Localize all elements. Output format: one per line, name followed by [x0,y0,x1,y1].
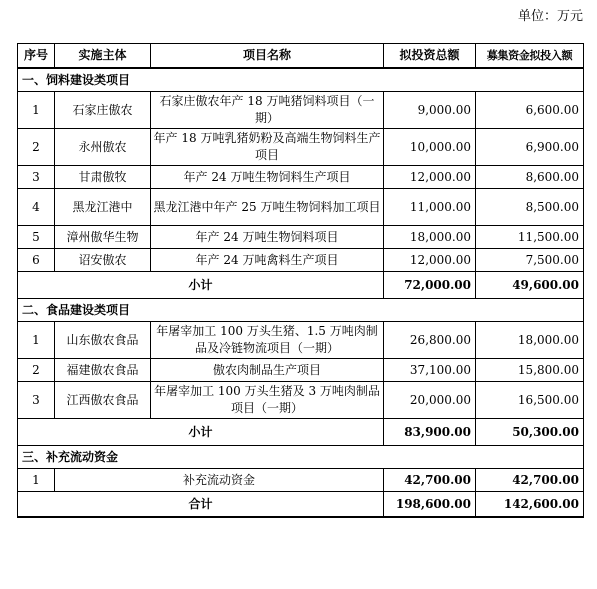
row-seq: 1 [18,322,55,359]
row-project: 石家庄傲农年产 18 万吨猪饲料项目（一期） [151,92,384,129]
total-planned: 198,600.00 [384,492,476,518]
table-row [18,129,584,166]
table-row [18,226,584,249]
row-planned: 18,000.00 [384,226,476,249]
row-entity: 永州傲农 [55,129,151,166]
row-seq: 1 [18,469,55,492]
row-project: 年屠宰加工 100 万头生猪及 3 万吨肉制品项目（一期） [151,382,384,419]
section-header [18,446,584,469]
row-seq: 1 [18,92,55,129]
row-raised: 11,500.00 [476,226,584,249]
row-raised: 42,700.00 [476,469,584,492]
row-project: 黑龙江港中年产 25 万吨生物饲料加工项目 [151,189,384,226]
subtotal-row [18,419,584,446]
row-entity: 石家庄傲农 [55,92,151,129]
subtotal-label: 小计 [18,419,384,446]
row-project: 傲农肉制品生产项目 [151,359,384,382]
subtotal-label: 小计 [18,272,384,299]
row-project: 年产 18 万吨乳猪奶粉及高端生物饲料生产项目 [151,129,384,166]
row-entity: 诏安傲农 [55,249,151,272]
section-header [18,68,584,92]
table-row [18,166,584,189]
header-planned-total: 拟投资总额 [384,44,476,69]
table-row [18,382,584,419]
row-project: 年屠宰加工 100 万头生猪、1.5 万吨肉制品及冷链物流项目（一期） [151,322,384,359]
subtotal-raised: 49,600.00 [476,272,584,299]
section-title: 三、补充流动资金 [18,446,584,469]
row-seq: 5 [18,226,55,249]
total-label: 合计 [18,492,384,518]
total-row [18,492,584,518]
row-raised: 6,900.00 [476,129,584,166]
row-entity: 黑龙江港中 [55,189,151,226]
row-planned: 10,000.00 [384,129,476,166]
header-entity: 实施主体 [55,44,151,69]
row-planned: 26,800.00 [384,322,476,359]
row-planned: 42,700.00 [384,469,476,492]
row-seq: 3 [18,382,55,419]
row-entity: 甘肃傲牧 [55,166,151,189]
header-raised-funds: 募集资金拟投入额 [476,44,584,69]
unit-label: 单位：万元 [517,9,583,24]
row-raised: 18,000.00 [476,322,584,359]
row-seq: 2 [18,359,55,382]
row-raised: 16,500.00 [476,382,584,419]
header-row [18,44,584,69]
row-seq: 6 [18,249,55,272]
table-row [18,359,584,382]
investment-table [17,43,584,518]
row-entity: 福建傲农食品 [55,359,151,382]
row-seq: 2 [18,129,55,166]
subtotal-row [18,272,584,299]
table-row [18,189,584,226]
row-project: 年产 24 万吨禽料生产项目 [151,249,384,272]
row-raised: 7,500.00 [476,249,584,272]
row-entity: 山东傲农食品 [55,322,151,359]
table-row [18,469,584,492]
total-raised: 142,600.00 [476,492,584,518]
section-header [18,299,584,322]
row-seq: 4 [18,189,55,226]
row-raised: 15,800.00 [476,359,584,382]
header-seq: 序号 [18,44,55,69]
row-planned: 20,000.00 [384,382,476,419]
row-project: 年产 24 万吨生物饲料生产项目 [151,166,384,189]
table-row [18,92,584,129]
row-raised: 6,600.00 [476,92,584,129]
table-row [18,322,584,359]
row-project: 年产 24 万吨生物饲料项目 [151,226,384,249]
section-title: 一、饲料建设类项目 [18,68,584,92]
row-raised: 8,600.00 [476,166,584,189]
row-seq: 3 [18,166,55,189]
row-entity: 漳州傲华生物 [55,226,151,249]
subtotal-raised: 50,300.00 [476,419,584,446]
row-project: 补充流动资金 [55,469,384,492]
table-row [18,249,584,272]
row-planned: 37,100.00 [384,359,476,382]
subtotal-planned: 72,000.00 [384,272,476,299]
row-planned: 9,000.00 [384,92,476,129]
row-planned: 12,000.00 [384,166,476,189]
row-planned: 12,000.00 [384,249,476,272]
section-title: 二、食品建设类项目 [18,299,584,322]
row-raised: 8,500.00 [476,189,584,226]
subtotal-planned: 83,900.00 [384,419,476,446]
row-entity: 江西傲农食品 [55,382,151,419]
header-project: 项目名称 [151,44,384,69]
row-planned: 11,000.00 [384,189,476,226]
